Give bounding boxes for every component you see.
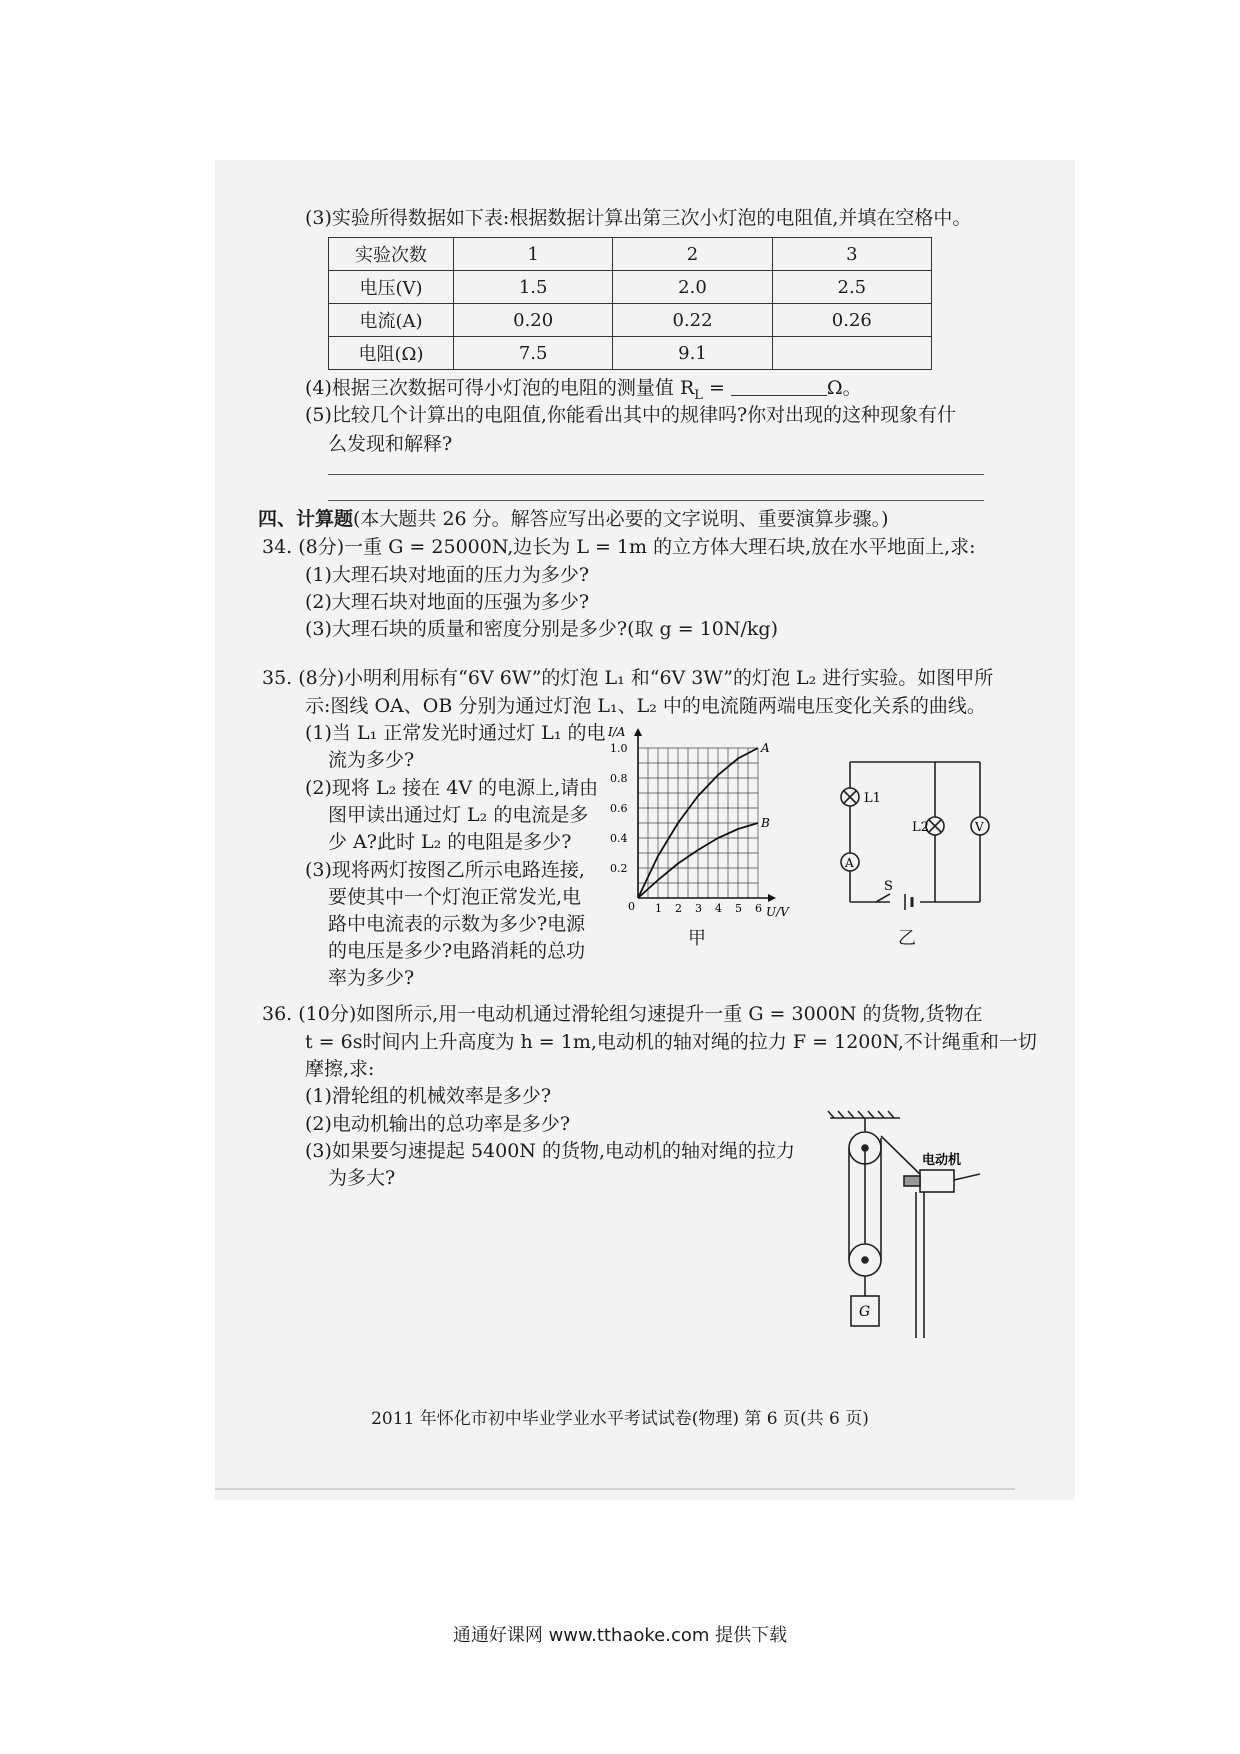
circuit-caption: 乙 bbox=[898, 928, 916, 949]
q3-4-unit: Ω。 bbox=[826, 377, 862, 399]
table-cell: 2.5 bbox=[772, 271, 931, 304]
x-axis-label: U/V bbox=[766, 905, 789, 919]
y-tick-label: 0.8 bbox=[610, 772, 628, 785]
table-cell: 1 bbox=[454, 238, 613, 271]
q36-sub3-a: (3)如果要匀速提起 5400N 的货物,电动机的轴对绳的拉力 bbox=[305, 1140, 796, 1162]
q3-4-post: = bbox=[702, 377, 731, 399]
q36-stem-2: t = 6s时间内上升高度为 h = 1m,电动机的轴对绳的拉力 F = 1200N,不计绳重和一切 bbox=[305, 1031, 1037, 1053]
q36-sub2: (2)电动机输出的总功率是多少? bbox=[305, 1113, 571, 1135]
table-cell: 电流(A) bbox=[329, 304, 454, 337]
q35-sub3-a: (3)现将两灯按图乙所示电路连接, bbox=[305, 859, 585, 881]
section-heading bbox=[258, 508, 889, 531]
q34-stem: 34. (8分)一重 G = 25000N,边长为 L = 1m 的立方体大理石块,放在水平地面上,求: bbox=[262, 536, 976, 558]
table-cell: 7.5 bbox=[454, 337, 613, 370]
q35-sub3-d: 的电压是多少?电路消耗的总功 bbox=[328, 940, 586, 962]
q36-sub3-b: 为多大? bbox=[328, 1167, 396, 1189]
voltmeter-icon: V bbox=[975, 820, 984, 834]
q36-stem-1: 36. (10分)如图所示,用一电动机通过滑轮组匀速提升一重 G = 3000N 的货物,货物在 bbox=[262, 1003, 983, 1025]
y-axis-arrow bbox=[634, 728, 642, 736]
q3-4-pre: (4)根据三次数据可得小灯泡的电阻的测量值 R bbox=[305, 377, 695, 399]
table-cell: 0.26 bbox=[772, 304, 931, 337]
q36-stem-3: 摩擦,求: bbox=[305, 1058, 375, 1080]
y-axis-label: I/A bbox=[608, 725, 626, 739]
data-table bbox=[328, 237, 932, 370]
answer-blank-cell[interactable] bbox=[772, 337, 931, 370]
circuit-label-l1: L1 bbox=[864, 791, 881, 806]
y-tick-label: 0.6 bbox=[610, 802, 628, 815]
origin-label: 0 bbox=[628, 900, 635, 913]
x-tick-label: 1 bbox=[655, 902, 662, 915]
answer-line[interactable] bbox=[328, 500, 984, 501]
table-cell: 2 bbox=[613, 238, 772, 271]
table-cell: 电压(V) bbox=[329, 271, 454, 304]
q35-sub1-a: (1)当 L₁ 正常发光时通过灯 L₁ 的电 bbox=[305, 722, 606, 744]
y-tick-label: 1.0 bbox=[610, 742, 628, 755]
q35-sub2-c: 少 A?此时 L₂ 的电阻是多少? bbox=[328, 831, 572, 853]
x-tick-label: 4 bbox=[715, 902, 722, 915]
q35-sub2-b: 图甲读出通过灯 L₂ 的电流是多 bbox=[328, 804, 589, 826]
q3-5-text-a: (5)比较几个计算出的电阻值,你能看出其中的规律吗?你对出现的这种现象有什 bbox=[305, 404, 957, 426]
graph-caption: 甲 bbox=[688, 928, 706, 949]
table-cell: 1.5 bbox=[454, 271, 613, 304]
series-label-b: B bbox=[761, 816, 770, 830]
series-label-a: A bbox=[761, 741, 770, 755]
q35-sub3-b: 要使其中一个灯泡正常发光,电 bbox=[328, 886, 582, 908]
site-watermark: 通通好课网 www.tthaoke.com 提供下载 bbox=[452, 1625, 788, 1646]
table-cell: 2.0 bbox=[613, 271, 772, 304]
x-tick-label: 3 bbox=[695, 902, 702, 915]
y-tick-label: 0.2 bbox=[610, 862, 628, 875]
iv-graph bbox=[598, 718, 789, 938]
table-row bbox=[329, 238, 932, 271]
table-cell: 0.22 bbox=[613, 304, 772, 337]
x-tick-label: 5 bbox=[735, 902, 742, 915]
q3-3-text: (3)实验所得数据如下表:根据数据计算出第三次小灯泡的电阻值,并填在空格中。 bbox=[305, 207, 972, 229]
circuit-label-s: S bbox=[884, 879, 893, 894]
table-row bbox=[329, 304, 932, 337]
q35-sub3-c: 路中电流表的示数为多少?电源 bbox=[328, 913, 586, 935]
page-footer: 2011 年怀化市初中毕业学业水平考试试卷(物理) 第 6 页(共 6 页) bbox=[371, 1409, 869, 1429]
table-cell: 电阻(Ω) bbox=[329, 337, 454, 370]
answer-line[interactable] bbox=[328, 474, 984, 475]
table-cell: 0.20 bbox=[454, 304, 613, 337]
x-axis-arrow bbox=[768, 894, 776, 902]
table-row bbox=[329, 271, 932, 304]
circuit-label-l2: L2 bbox=[912, 820, 929, 835]
q34-sub3: (3)大理石块的质量和密度分别是多少?(取 g = 10N/kg) bbox=[305, 618, 779, 640]
answer-blank[interactable] bbox=[731, 377, 827, 396]
pulley-diagram bbox=[820, 1108, 1000, 1348]
q35-stem-2: 示:图线 OA、OB 分别为通过灯泡 L₁、L₂ 中的电流随两端电压变化关系的曲线。 bbox=[305, 695, 986, 717]
q34-sub2: (2)大理石块对地面的压强为多少? bbox=[305, 591, 590, 613]
table-row bbox=[329, 337, 932, 370]
circuit-diagram bbox=[820, 752, 1000, 912]
q34-sub1: (1)大理石块对地面的压力为多少? bbox=[305, 564, 590, 586]
scan-edge-line bbox=[215, 1488, 1015, 1490]
weight-label: G bbox=[859, 1304, 871, 1320]
motor-label: 电动机 bbox=[922, 1153, 962, 1168]
x-tick-label: 2 bbox=[675, 902, 682, 915]
q3-5-text-b: 么发现和解释? bbox=[328, 433, 453, 455]
q3-4-sub: L bbox=[694, 387, 703, 403]
q35-sub2-a: (2)现将 L₂ 接在 4V 的电源上,请由 bbox=[305, 777, 599, 799]
section-note: (本大题共 26 分。解答应写出必要的文字说明、重要演算步骤。) bbox=[353, 508, 889, 530]
section-title: 四、计算题 bbox=[258, 508, 354, 530]
q35-stem-1: 35. (8分)小明利用标有“6V 6W”的灯泡 L₁ 和“6V 3W”的灯泡 L₂ 进行实验。如图甲所 bbox=[262, 667, 994, 689]
table-cell: 3 bbox=[772, 238, 931, 271]
ammeter-icon: A bbox=[845, 856, 854, 870]
q3-4-text bbox=[305, 377, 862, 403]
graph-grid bbox=[638, 748, 758, 898]
table-cell: 9.1 bbox=[613, 337, 772, 370]
table-cell: 实验次数 bbox=[329, 238, 454, 271]
q35-sub1-b: 流为多少? bbox=[328, 749, 415, 771]
q36-sub1: (1)滑轮组的机械效率是多少? bbox=[305, 1085, 552, 1107]
q35-sub3-e: 率为多少? bbox=[328, 967, 415, 989]
x-tick-label: 6 bbox=[755, 902, 762, 915]
y-tick-label: 0.4 bbox=[610, 832, 628, 845]
